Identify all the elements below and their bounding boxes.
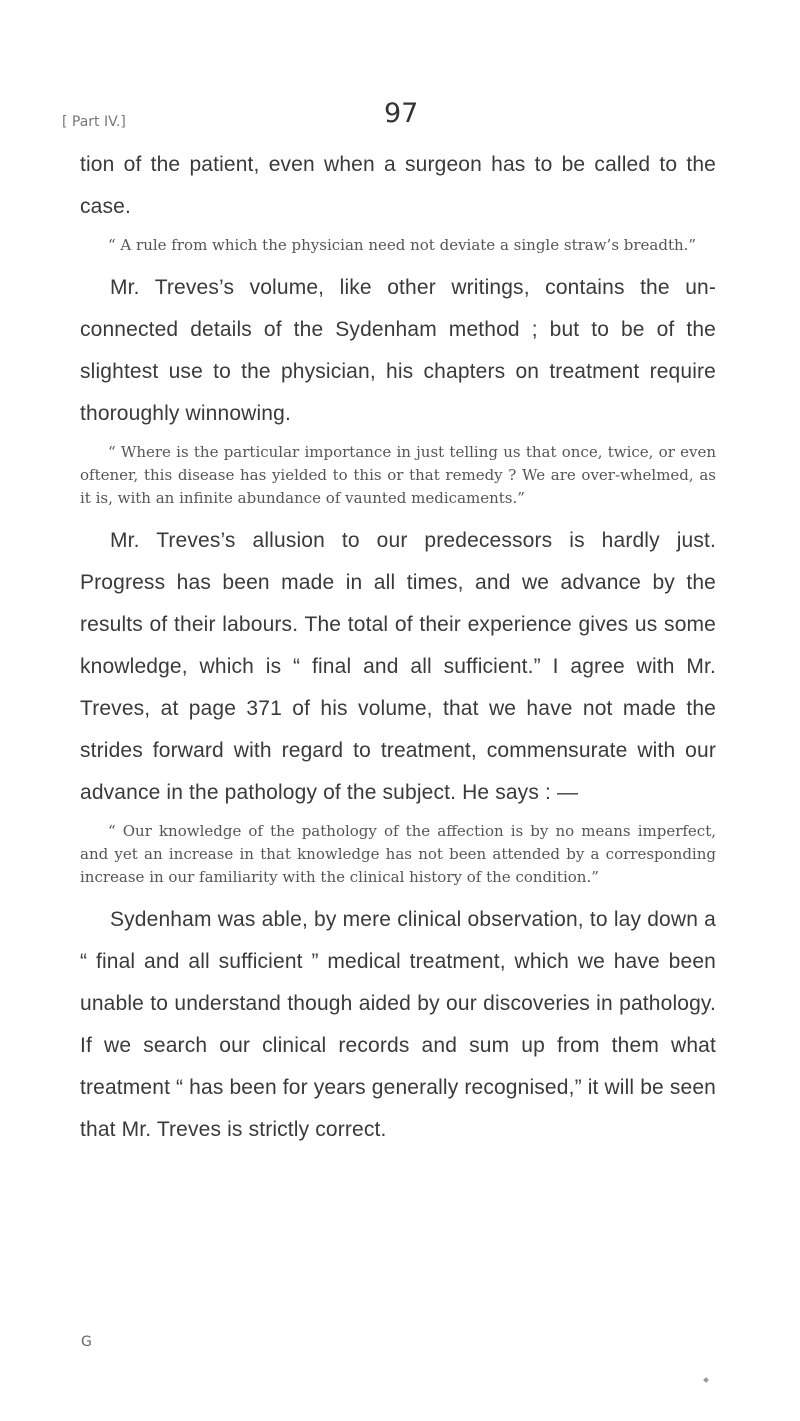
running-head: [ Part IV.] [62,114,126,130]
paragraph: Mr. Treves’s volume, like other writings, contains the un-connected details of the Sydenham method ; but to be of the slightest use to the physician, his chapters on treatment require thoroughly winnowing. [80,276,716,425]
block-quote: “ A rule from which the physician need not deviate a single straw’s breadth.” [108,236,697,254]
body-text [80,144,716,1151]
page-number: 97 [384,98,419,129]
paragraph-continuation: tion of the patient, even when a surgeon has to be called to the case. [80,153,716,218]
paragraph: Mr. Treves’s allusion to our predecessors is hardly just. Progress has been made in all times, and we advance by the results of their labours. The total of their experience gives us some knowledge, which is “ final and all sufficient.” I agree with Mr. Treves, at page 371 of his volume, that we have not made the strides forward with regard to treatment, commensurate with our advance in the pathology of the subject. He says : — [80,529,716,804]
block-quote: “ Where is the particular importance in just telling us that once, twice, or even oftener, this disease has yielded to this or that remedy ? We are over-whelmed, as it is, with an infinite abundance of vaunted medicaments.” [80,443,716,507]
signature-mark: G [81,1334,92,1350]
paragraph: Sydenham was able, by mere clinical observation, to lay down a “ final and all sufficient ” medical treatment, which we have been unable to understand though aided by our discoveries in pathology. If we search our clinical records and sum up from them what treatment “ has been for years generally recognised,” it will be seen that Mr. Treves is strictly correct. [80,908,717,1141]
speck-mark [703,1377,709,1383]
block-quote: “ Our knowledge of the pathology of the affection is by no means imperfect, and yet an increase in that knowledge has not been attended by a corresponding increase in our familiarity with the clinical history of the condition.” [80,822,716,886]
